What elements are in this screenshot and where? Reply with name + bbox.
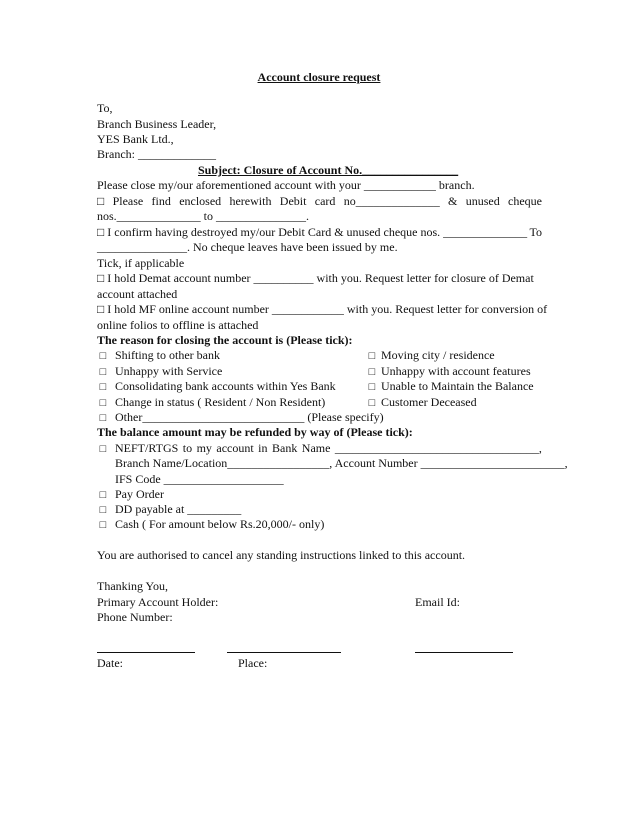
checkbox-icon[interactable]: □ — [368, 381, 376, 393]
reason-option[interactable] — [366, 348, 378, 364]
word: enclosed — [179, 194, 222, 208]
destroyed-line2: _______________. No cheque leaves have been issued by me. — [97, 240, 398, 254]
word: Please — [112, 194, 144, 208]
signature-line — [415, 652, 513, 653]
subject-line: Subject: Closure of Account No.________________ — [198, 163, 459, 177]
phone-label: Phone Number: — [97, 610, 173, 624]
checkbox-icon[interactable]: □ — [368, 397, 376, 409]
address-to: To, — [97, 101, 113, 115]
email-label: Email Id: — [415, 595, 460, 609]
checkbox-icon[interactable]: □ — [99, 366, 107, 378]
word: card — [314, 194, 336, 208]
checkbox-icon[interactable]: □ — [97, 194, 105, 208]
refund-neft-line2: Branch Name/Location_________________, Account Number ________________________, — [115, 456, 568, 470]
demat-line: □ I hold Demat account number __________ with you. Request letter for closure of Demat — [97, 271, 534, 285]
refund-option[interactable] — [97, 441, 109, 457]
word: cheque — [508, 194, 542, 208]
word: to — [182, 441, 193, 455]
refund-neft-line — [115, 441, 542, 456]
address-line1: Branch Business Leader, — [97, 117, 217, 131]
debit-card-line — [97, 194, 542, 209]
checkbox-icon[interactable]: □ — [99, 397, 107, 409]
checkbox-icon[interactable]: □ — [99, 519, 107, 531]
refund-dd: DD payable at _________ — [115, 502, 242, 516]
mf-line2: online folios to offline is attached — [97, 318, 259, 332]
reason-option[interactable] — [366, 395, 378, 411]
checkbox-icon[interactable]: □ — [99, 412, 107, 424]
demat-line2: account attached — [97, 287, 178, 301]
page-title: Account closure request — [257, 70, 381, 84]
refund-option[interactable] — [97, 517, 109, 533]
reason-deceased: Customer Deceased — [381, 395, 477, 409]
authorisation-text: You are authorised to cancel any standing instructions linked to this account. — [97, 548, 466, 562]
reason-moving-city: Moving city / residence — [381, 348, 495, 362]
reason-change-status: Change in status ( Resident / Non Resident) — [115, 395, 326, 409]
reason-other: Other___________________________ (Please specify) — [115, 410, 384, 424]
address-line2: YES Bank Ltd., — [97, 132, 174, 146]
signature-line — [227, 652, 341, 653]
reason-option[interactable] — [366, 364, 378, 380]
refund-cash: Cash ( For amount below Rs.20,000/- only) — [115, 517, 325, 531]
word: & — [448, 194, 458, 208]
word: NEFT/RTGS — [115, 441, 179, 455]
place-label: Place: — [238, 656, 268, 670]
reason-option[interactable] — [97, 410, 109, 426]
checkbox-icon[interactable]: □ — [368, 366, 376, 378]
checkbox-icon[interactable]: □ — [99, 381, 107, 393]
reason-unhappy-features: Unhappy with account features — [381, 364, 531, 378]
word: Debit — [279, 194, 307, 208]
word: __________________________________, — [334, 441, 542, 455]
tick-applicable: Tick, if applicable — [97, 256, 185, 270]
reason-shifting: Shifting to other bank — [115, 348, 220, 362]
word: Bank — [271, 441, 298, 455]
refund-option[interactable] — [97, 487, 109, 503]
word: account — [216, 441, 254, 455]
reason-unable-balance: Unable to Maintain the Balance — [381, 379, 534, 393]
reason-option[interactable] — [366, 379, 378, 395]
word: Name — [301, 441, 331, 455]
thanking-you: Thanking You, — [97, 579, 169, 593]
checkbox-icon[interactable]: □ — [99, 504, 107, 516]
signature-line — [97, 652, 195, 653]
checkbox-icon[interactable]: □ — [99, 350, 107, 362]
reason-consolidating: Consolidating bank accounts within Yes Bank — [115, 379, 336, 393]
checkbox-icon[interactable]: □ — [368, 350, 376, 362]
reasons-heading: The reason for closing the account is (Please tick): — [97, 333, 353, 347]
destroyed-text: □ I confirm having destroyed my/our Debit Card & unused cheque nos. ______________ — [97, 225, 528, 239]
word: unused — [465, 194, 500, 208]
refund-heading: The balance amount may be refunded by way of (Please tick): — [97, 425, 413, 439]
word: herewith — [229, 194, 272, 208]
word: no______________ — [343, 194, 440, 208]
refund-pay-order: Pay Order — [115, 487, 164, 501]
date-label: Date: — [97, 656, 123, 670]
reason-option[interactable] — [97, 395, 109, 411]
checkbox-icon[interactable]: □ — [99, 443, 107, 455]
checkbox-icon[interactable]: □ — [99, 489, 107, 501]
reason-option[interactable] — [97, 364, 109, 380]
word: find — [151, 194, 171, 208]
close-account-line: Please close my/our aforementioned account with your ____________ branch. — [97, 178, 475, 192]
reason-option[interactable] — [97, 379, 109, 395]
refund-ifs-code: IFS Code ____________________ — [115, 472, 284, 486]
word: To — [529, 225, 542, 239]
mf-line: □ I hold MF online account number ____________ with you. Request letter for conversion of — [97, 302, 548, 316]
primary-holder-label: Primary Account Holder: — [97, 595, 219, 609]
word: in — [258, 441, 268, 455]
address-branch: Branch: _____________ — [97, 147, 216, 161]
debit-card-line2: nos.______________ to _______________. — [97, 209, 310, 223]
reason-option[interactable] — [97, 348, 109, 364]
reason-unhappy-service: Unhappy with Service — [115, 364, 223, 378]
destroyed-line — [97, 225, 542, 240]
word: my — [196, 441, 212, 455]
refund-option[interactable] — [97, 502, 109, 518]
